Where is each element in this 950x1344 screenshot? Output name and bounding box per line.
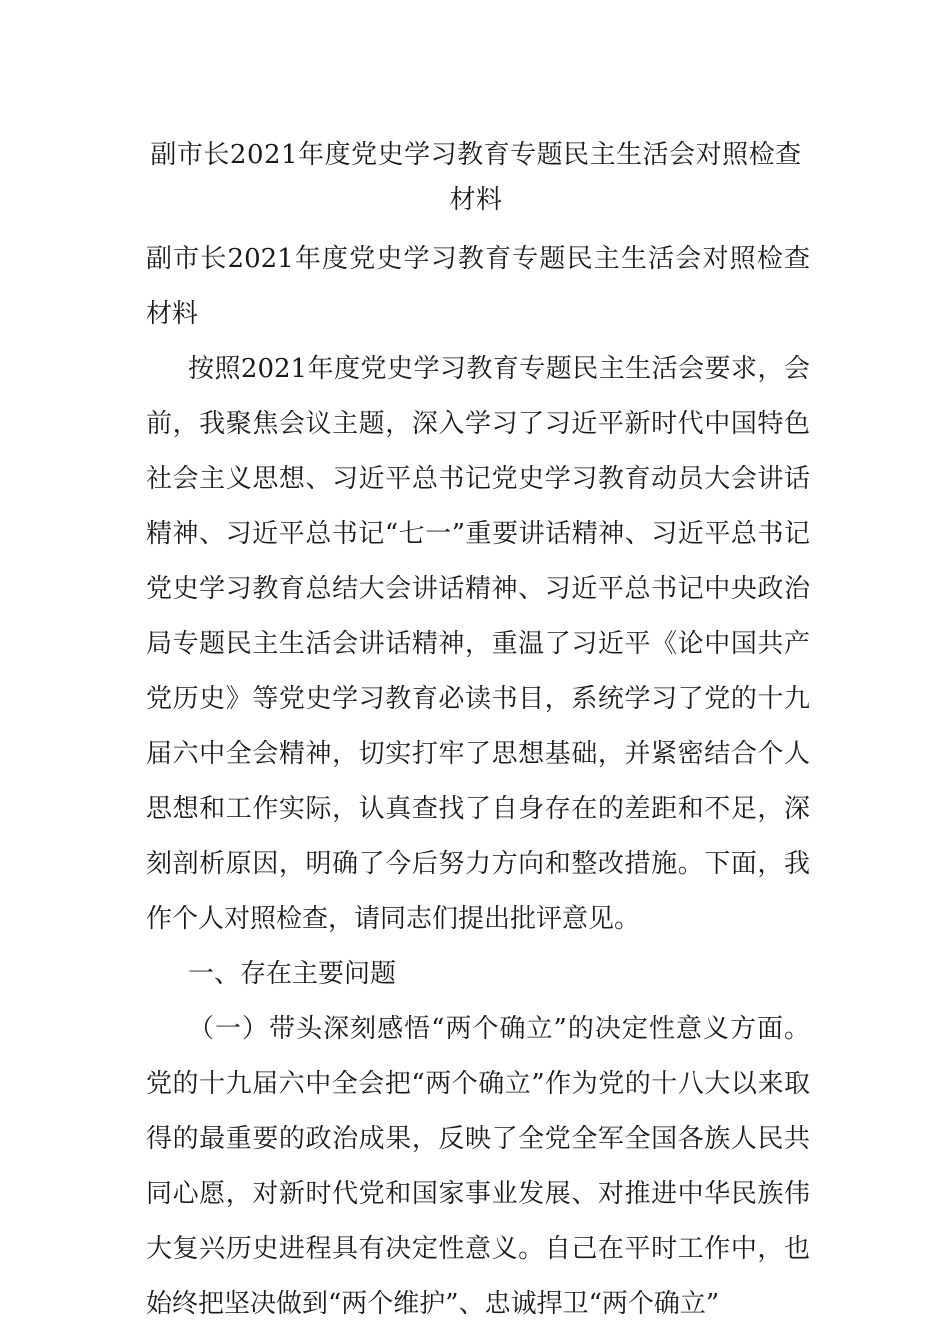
document-body xyxy=(146,232,810,1332)
document-subtitle: 副市长2021年度党史学习教育专题民主生活会对照检查材料 xyxy=(146,244,810,329)
paragraph-intro: 按照2021年度党史学习教育专题民主生活会要求，会前，我聚焦会议主题，深入学习了习近平新时代中国特色社会主义思想、习近平总书记党史学习教育动员大会讲话精神、习近平总书记“七一”重要讲话精神、习近平总书记党史学习教育总结大会讲话精神、习近平总书记中央政治局专题民主生活会讲话精神，重温了习近平《论中国共产党历史》等党史学习教育必读书目，系统学习了党的十九届六中全会精神，切实打牢了思想基础，并紧密结合个人思想和工作实际，认真查找了自身存在的差距和不足，深刻剖析原因，明确了今后努力方向和整改措施。下面，我作个人对照检查，请同志们提出批评意见。 xyxy=(146,354,810,934)
section-heading: 一、存在主要问题 xyxy=(188,959,397,989)
document-title: 副市长2021年度党史学习教育专题民主生活会对照检查材料 xyxy=(150,140,802,215)
paragraph-section-1: （一）带头深刻感悟“两个确立”的决定性意义方面。党的十九届六中全会把“两个确立”作为党的十八大以来取得的最重要的政治成果，反映了全党全军全国各族人民共同心愿，对新时代党和国家事业发展、对推进中华民族伟大复兴历史进程具有决定性意义。自己在平时工作中，也始终把坚决做到“两个维护”、忠诚捍卫“两个确立” xyxy=(146,1014,810,1319)
